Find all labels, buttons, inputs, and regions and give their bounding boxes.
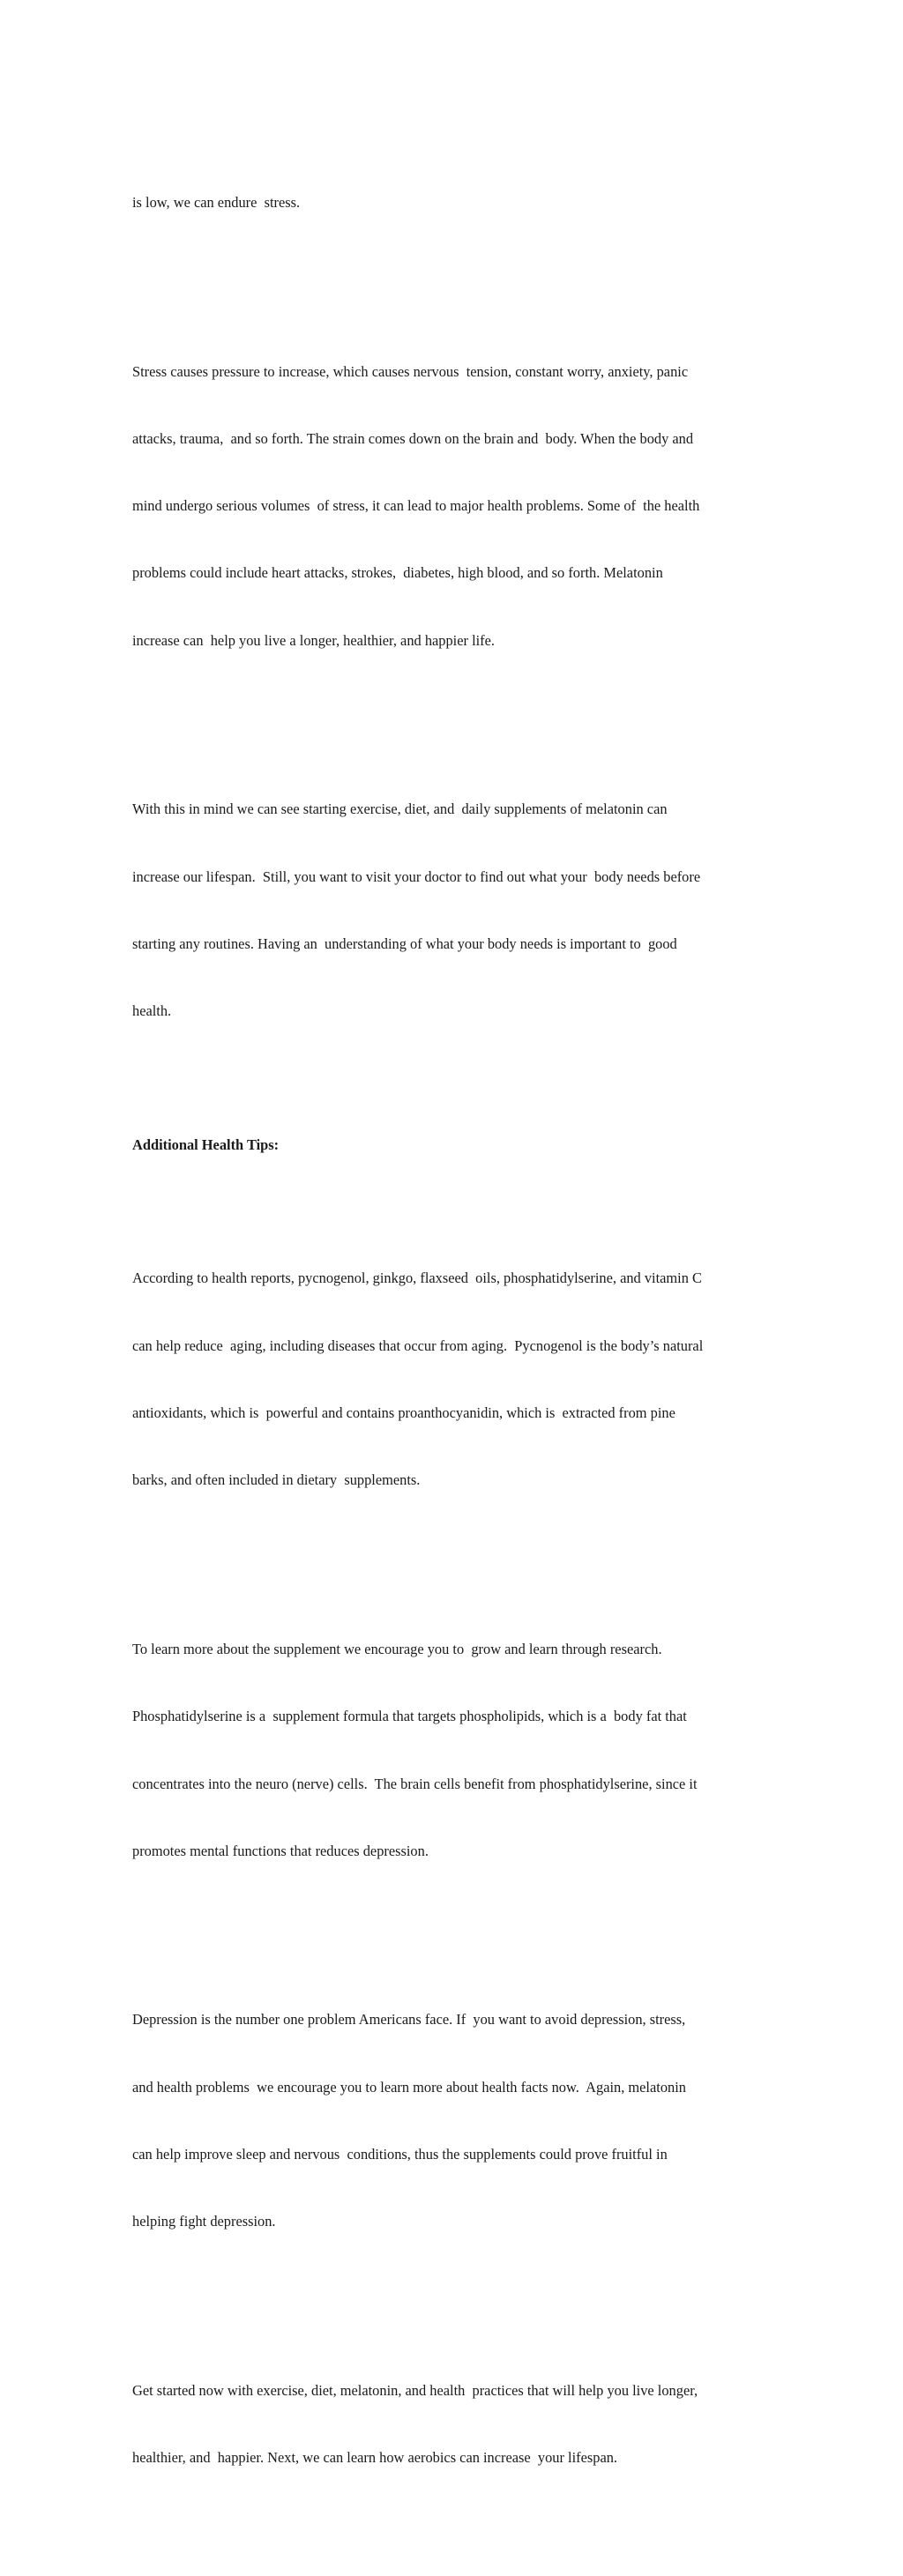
text-line: Depression is the number one problem Americans face. If you want to avoid depression, stress, [132, 2011, 686, 2029]
text-line: is low, we can endure stress. [132, 194, 301, 211]
text-line: and health problems we encourage you to learn more about health facts now. Again, melatonin [132, 2078, 686, 2096]
section-heading: Additional Health Tips: [132, 1135, 280, 1153]
paragraph-get-started [132, 2340, 780, 2510]
text-line: health. [132, 1002, 172, 1020]
text-line: Phosphatidylserine is a supplement formula that targets phospholipids, which is a body fat that [132, 1708, 687, 1725]
text-line: attacks, trauma, and so forth. The strain comes down on the brain and body. When the body and [132, 429, 694, 447]
text-line: Stress causes pressure to increase, which causes nervous tension, constant worry, anxiety, panic [132, 362, 689, 380]
document-body [132, 99, 780, 2576]
text-line: can help improve sleep and nervous conditions, thus the supplements could prove fruitful in [132, 2146, 668, 2163]
text-line: mind undergo serious volumes of stress, it can lead to major health problems. Some of the health [132, 497, 700, 515]
text-line: increase our lifespan. Still, you want to visit your doctor to find out what your body needs before [132, 867, 701, 885]
text-line: antioxidants, which is powerful and contains proanthocyanidin, which is extracted from pine [132, 1404, 675, 1422]
paragraph-stress-intro [132, 152, 780, 254]
text-line: To learn more about the supplement we encourage you to grow and learn through research. [132, 1640, 662, 1657]
paragraph-phosphatidylserine [132, 1598, 780, 1902]
text-line: healthier, and happier. Next, we can learn how aerobics can increase your lifespan. [132, 2449, 618, 2467]
text-line: barks, and often included in dietary supplements. [132, 1471, 421, 1489]
paragraph-stress-effects [132, 321, 780, 692]
text-line: increase can help you live a longer, healthier, and happier life. [132, 631, 496, 649]
paragraph-depression [132, 1969, 780, 2273]
text-line: can help reduce aging, including diseases that occur from aging. Pycnogenol is the body’s natural [132, 1336, 704, 1354]
paragraph-lifespan [132, 758, 780, 1062]
text-line: starting any routines. Having an understanding of what your body needs is important to good [132, 934, 677, 952]
text-line: With this in mind we can see starting exercise, diet, and daily supplements of melatonin can [132, 800, 668, 818]
text-line: problems could include heart attacks, strokes, diabetes, high blood, and so forth. Melatonin [132, 564, 663, 582]
paragraph-health-reports [132, 1227, 780, 1531]
text-line: helping fight depression. [132, 2213, 276, 2230]
text-line: promotes mental functions that reduces depression. [132, 1842, 429, 1859]
text-line: Get started now with exercise, diet, melatonin, and health practices that will help you live longer, [132, 2381, 698, 2399]
text-line: According to health reports, pycnogenol, ginkgo, flaxseed oils, phosphatidylserine, and vitamin C [132, 1269, 702, 1287]
text-line: concentrates into the neuro (nerve) cells. The brain cells benefit from phosphatidylserine, since it [132, 1775, 698, 1792]
